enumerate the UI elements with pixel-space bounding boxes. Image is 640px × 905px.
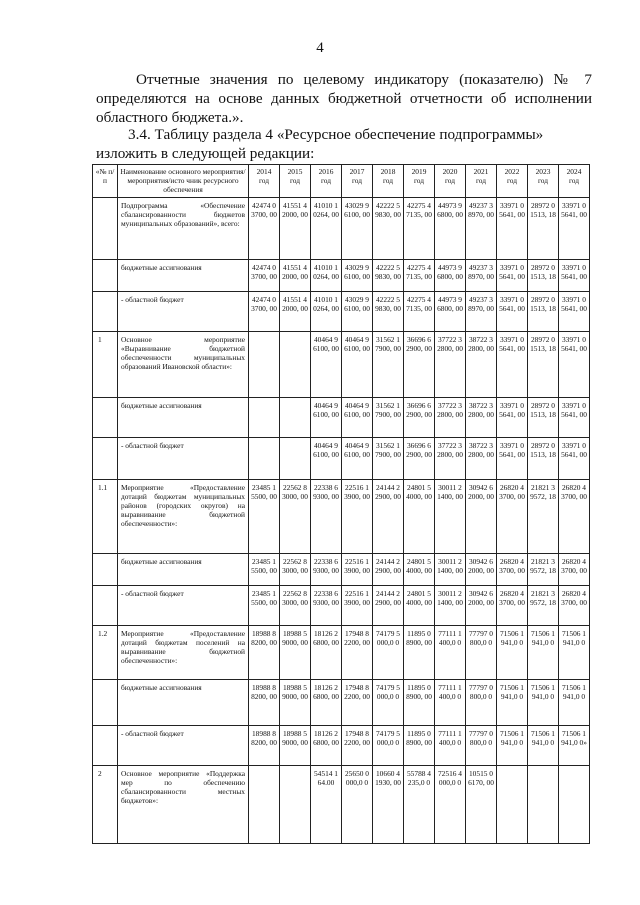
- row-value: 30942 62000, 00: [466, 586, 497, 626]
- row-name: - областной бюджет: [118, 586, 249, 626]
- row-value: 33971 05641, 00: [559, 198, 590, 260]
- row-value: 38722 32800, 00: [466, 438, 497, 480]
- row-value: 33971 05641, 00: [559, 260, 590, 292]
- row-value: 33971 05641, 00: [497, 292, 528, 332]
- row-value: 22516 13900, 00: [342, 554, 373, 586]
- table-row: [93, 292, 590, 332]
- header-year: 2014 год: [249, 165, 280, 198]
- table-row: [93, 626, 590, 680]
- row-value: 49237 38970, 00: [466, 292, 497, 332]
- row-value: 41010 10264, 00: [311, 260, 342, 292]
- row-value: 42222 59830, 00: [373, 260, 404, 292]
- header-year: 2019 год: [404, 165, 435, 198]
- row-value: 24801 54000, 00: [404, 480, 435, 554]
- row-value: 36696 62900, 00: [404, 438, 435, 480]
- header-year: 2016 год: [311, 165, 342, 198]
- table-row: [93, 480, 590, 554]
- header-year: 2018 год: [373, 165, 404, 198]
- table-row: [93, 554, 590, 586]
- row-number: 1: [93, 332, 118, 398]
- row-value: 30011 21400, 00: [435, 480, 466, 554]
- row-name: бюджетные ассигнования: [118, 680, 249, 726]
- table-row: [93, 332, 590, 398]
- row-value: 18126 26800, 00: [311, 726, 342, 766]
- page-number: 4: [316, 40, 324, 56]
- row-value: 33971 05641, 00: [497, 438, 528, 480]
- row-value: 26820 43700, 00: [497, 480, 528, 554]
- row-value: 42275 47135, 00: [404, 292, 435, 332]
- row-value: 40464 96100, 00: [342, 398, 373, 438]
- row-value: 22338 69300, 00: [311, 554, 342, 586]
- header-year: 2017 год: [342, 165, 373, 198]
- row-value: 55788 4235,0 0: [404, 766, 435, 844]
- row-number: [93, 726, 118, 766]
- row-number: 1.2: [93, 626, 118, 680]
- row-value: 18988 88200, 00: [249, 680, 280, 726]
- row-value: 26820 43700, 00: [559, 480, 590, 554]
- row-value: 26820 43700, 00: [559, 586, 590, 626]
- row-value: 71506 1941,0 0: [528, 626, 559, 680]
- row-number: 1.1: [93, 480, 118, 554]
- row-value: 44973 96800, 00: [435, 260, 466, 292]
- row-value: 37722 32800, 00: [435, 332, 466, 398]
- row-value: 41551 42000, 00: [280, 198, 311, 260]
- row-number: [93, 680, 118, 726]
- row-value: 26820 43700, 00: [559, 554, 590, 586]
- row-value: 42275 47135, 00: [404, 260, 435, 292]
- row-value: 77111 1400,0 0: [435, 680, 466, 726]
- row-value: [249, 438, 280, 480]
- row-value: 40464 96100, 00: [311, 332, 342, 398]
- row-value: 18126 26800, 00: [311, 680, 342, 726]
- row-value: 71506 1941,0 0: [559, 680, 590, 726]
- row-value: 40464 96100, 00: [311, 438, 342, 480]
- row-value: 24801 54000, 00: [404, 554, 435, 586]
- row-value: 54514 164.00: [311, 766, 342, 844]
- table-row: [93, 680, 590, 726]
- row-value: [497, 766, 528, 844]
- header-year: 2015 год: [280, 165, 311, 198]
- row-value: 77797 0800,0 0: [466, 626, 497, 680]
- row-value: 22338 69300, 00: [311, 586, 342, 626]
- row-value: [528, 766, 559, 844]
- row-value: 33971 05641, 00: [559, 438, 590, 480]
- row-name: - областной бюджет: [118, 726, 249, 766]
- row-value: 36696 62900, 00: [404, 398, 435, 438]
- row-value: 31562 17900, 00: [373, 398, 404, 438]
- row-value: 42222 59830, 00: [373, 198, 404, 260]
- row-value: 23485 15500, 00: [249, 586, 280, 626]
- row-value: 33971 05641, 00: [497, 332, 528, 398]
- row-value: 30942 62000, 00: [466, 480, 497, 554]
- row-value: 71506 1941,0 0: [528, 726, 559, 766]
- row-value: 22338 69300, 00: [311, 480, 342, 554]
- row-value: 17948 82200, 00: [342, 680, 373, 726]
- row-value: 71506 1941,0 0: [497, 726, 528, 766]
- row-number: [93, 260, 118, 292]
- row-value: [280, 438, 311, 480]
- row-value: 30942 62000, 00: [466, 554, 497, 586]
- row-value: 24144 22900, 00: [373, 586, 404, 626]
- row-value: 26820 43700, 00: [497, 554, 528, 586]
- row-value: 49237 38970, 00: [466, 198, 497, 260]
- row-value: [280, 332, 311, 398]
- row-value: 44973 96800, 00: [435, 198, 466, 260]
- row-value: 10660 41930, 00: [373, 766, 404, 844]
- row-value: 31562 17900, 00: [373, 438, 404, 480]
- row-name: Основное мероприятие «Поддержка мер по обеспечению сбалансированности местных бюджетов»:: [118, 766, 249, 844]
- row-value: 41551 42000, 00: [280, 292, 311, 332]
- row-value: 33971 05641, 00: [559, 292, 590, 332]
- row-value: 10515 06170, 00: [466, 766, 497, 844]
- table-row: [93, 766, 590, 844]
- row-value: 74179 5000,0 0: [373, 680, 404, 726]
- row-value: 42474 03700, 00: [249, 260, 280, 292]
- row-value: 18988 59000, 00: [280, 680, 311, 726]
- row-value: 36696 62900, 00: [404, 332, 435, 398]
- row-value: 42474 03700, 00: [249, 198, 280, 260]
- row-name: Мероприятие «Предоставление дотаций бюджетам муниципальных районов (городских округов) на выравнивание бюджетной обеспеченности»:: [118, 480, 249, 554]
- table-row: [93, 438, 590, 480]
- row-value: 17948 82200, 00: [342, 726, 373, 766]
- row-value: 33971 05641, 00: [497, 198, 528, 260]
- row-value: [280, 766, 311, 844]
- row-value: 38722 32800, 00: [466, 398, 497, 438]
- row-number: [93, 398, 118, 438]
- row-number: [93, 554, 118, 586]
- paragraph-indicator: Отчетные значения по целевому индикатору (показателю) № 7 определяются на основе данных бюджетной отчетности об исполнении областного бюджета.».: [96, 71, 592, 126]
- row-value: 30011 21400, 00: [435, 586, 466, 626]
- row-value: 28972 01513, 18: [528, 438, 559, 480]
- row-value: 44973 96800, 00: [435, 292, 466, 332]
- row-value: 77111 1400,0 0: [435, 626, 466, 680]
- row-value: 41551 42000, 00: [280, 260, 311, 292]
- row-value: 21821 39572, 18: [528, 480, 559, 554]
- row-value: 71506 1941,0 0»: [559, 726, 590, 766]
- header-year: 2023 год: [528, 165, 559, 198]
- row-value: [249, 332, 280, 398]
- row-value: 22562 83000, 00: [280, 554, 311, 586]
- row-value: 22562 83000, 00: [280, 480, 311, 554]
- row-value: 42222 59830, 00: [373, 292, 404, 332]
- header-year: 2022 год: [497, 165, 528, 198]
- row-value: 43029 96100, 00: [342, 292, 373, 332]
- row-value: 18126 26800, 00: [311, 626, 342, 680]
- row-name: - областной бюджет: [118, 292, 249, 332]
- row-value: 77797 0800,0 0: [466, 680, 497, 726]
- row-value: 24144 22900, 00: [373, 554, 404, 586]
- row-value: 11895 08900, 00: [404, 726, 435, 766]
- row-value: 41010 10264, 00: [311, 198, 342, 260]
- row-value: 40464 96100, 00: [342, 438, 373, 480]
- row-value: 18988 59000, 00: [280, 626, 311, 680]
- row-value: 42474 03700, 00: [249, 292, 280, 332]
- row-value: 18988 59000, 00: [280, 726, 311, 766]
- row-value: 38722 32800, 00: [466, 332, 497, 398]
- row-value: 71506 1941,0 0: [497, 626, 528, 680]
- row-value: 24801 54000, 00: [404, 586, 435, 626]
- row-value: [249, 766, 280, 844]
- row-name: бюджетные ассигнования: [118, 398, 249, 438]
- paragraph-table-intro: 3.4. Таблицу раздела 4 «Ресурсное обеспечение подпрограммы» изложить в следующей редакции:: [96, 126, 544, 162]
- row-value: 33971 05641, 00: [559, 332, 590, 398]
- row-value: 77111 1400,0 0: [435, 726, 466, 766]
- row-value: 41010 10264, 00: [311, 292, 342, 332]
- row-value: 11895 08900, 00: [404, 626, 435, 680]
- table-row: [93, 260, 590, 292]
- table-row: [93, 586, 590, 626]
- row-value: 23485 15500, 00: [249, 480, 280, 554]
- row-value: 11895 08900, 00: [404, 680, 435, 726]
- row-value: [559, 766, 590, 844]
- row-value: 22516 13900, 00: [342, 480, 373, 554]
- row-value: 43029 96100, 00: [342, 260, 373, 292]
- row-name: бюджетные ассигнования: [118, 554, 249, 586]
- row-value: 72516 4000,0 0: [435, 766, 466, 844]
- row-value: 18988 88200, 00: [249, 626, 280, 680]
- row-value: 31562 17900, 00: [373, 332, 404, 398]
- row-value: 28972 01513, 18: [528, 292, 559, 332]
- row-name: Подпрограмма «Обеспечение сбалансированности бюджетов муниципальных образований», всего:: [118, 198, 249, 260]
- row-number: [93, 292, 118, 332]
- row-value: 43029 96100, 00: [342, 198, 373, 260]
- row-value: 28972 01513, 18: [528, 398, 559, 438]
- row-number: [93, 438, 118, 480]
- row-value: 74179 5000,0 0: [373, 626, 404, 680]
- header-year: 2024 год: [559, 165, 590, 198]
- row-value: 23485 15500, 00: [249, 554, 280, 586]
- row-value: 49237 38970, 00: [466, 260, 497, 292]
- row-name: Мероприятие «Предоставление дотаций бюджетам поселений на выравнивание бюджетной обеспеченности»:: [118, 626, 249, 680]
- row-name: Основное мероприятие «Выравнивание бюджетной обеспеченности муниципальных образований Ивановской области»:: [118, 332, 249, 398]
- row-value: 22562 83000, 00: [280, 586, 311, 626]
- row-value: 25650 0000,0 0: [342, 766, 373, 844]
- row-value: 28972 01513, 18: [528, 332, 559, 398]
- row-value: 17948 82200, 00: [342, 626, 373, 680]
- header-no: «№ п/п: [93, 165, 118, 198]
- row-number: [93, 586, 118, 626]
- row-value: 21821 39572, 18: [528, 554, 559, 586]
- row-value: 71506 1941,0 0: [497, 680, 528, 726]
- row-name: - областной бюджет: [118, 438, 249, 480]
- row-value: 28972 01513, 18: [528, 198, 559, 260]
- row-value: 24144 22900, 00: [373, 480, 404, 554]
- row-value: 30011 21400, 00: [435, 554, 466, 586]
- row-value: 40464 96100, 00: [342, 332, 373, 398]
- row-value: 71506 1941,0 0: [559, 626, 590, 680]
- row-value: 33971 05641, 00: [559, 398, 590, 438]
- row-name: бюджетные ассигнования: [118, 260, 249, 292]
- header-year: 2021 год: [466, 165, 497, 198]
- row-value: 33971 05641, 00: [497, 398, 528, 438]
- row-value: 77797 0800,0 0: [466, 726, 497, 766]
- row-value: 18988 88200, 00: [249, 726, 280, 766]
- row-value: 42275 47135, 00: [404, 198, 435, 260]
- resource-table: [92, 164, 590, 844]
- row-value: 26820 43700, 00: [497, 586, 528, 626]
- row-number: 2: [93, 766, 118, 844]
- row-value: 71506 1941,0 0: [528, 680, 559, 726]
- header-year: 2020 год: [435, 165, 466, 198]
- row-value: 74179 5000,0 0: [373, 726, 404, 766]
- row-value: 33971 05641, 00: [497, 260, 528, 292]
- row-value: [280, 398, 311, 438]
- table-row: [93, 198, 590, 260]
- row-value: 21821 39572, 18: [528, 586, 559, 626]
- row-value: 22516 13900, 00: [342, 586, 373, 626]
- table-row: [93, 398, 590, 438]
- row-value: 37722 32800, 00: [435, 438, 466, 480]
- table-row: [93, 726, 590, 766]
- row-value: 40464 96100, 00: [311, 398, 342, 438]
- row-value: 37722 32800, 00: [435, 398, 466, 438]
- header-name: Наименование основного мероприятия/мероприятия/исто чник ресурсного обеспечения: [118, 165, 249, 198]
- row-value: [249, 398, 280, 438]
- row-value: 28972 01513, 18: [528, 260, 559, 292]
- table-header-row: [93, 165, 590, 198]
- row-number: [93, 198, 118, 260]
